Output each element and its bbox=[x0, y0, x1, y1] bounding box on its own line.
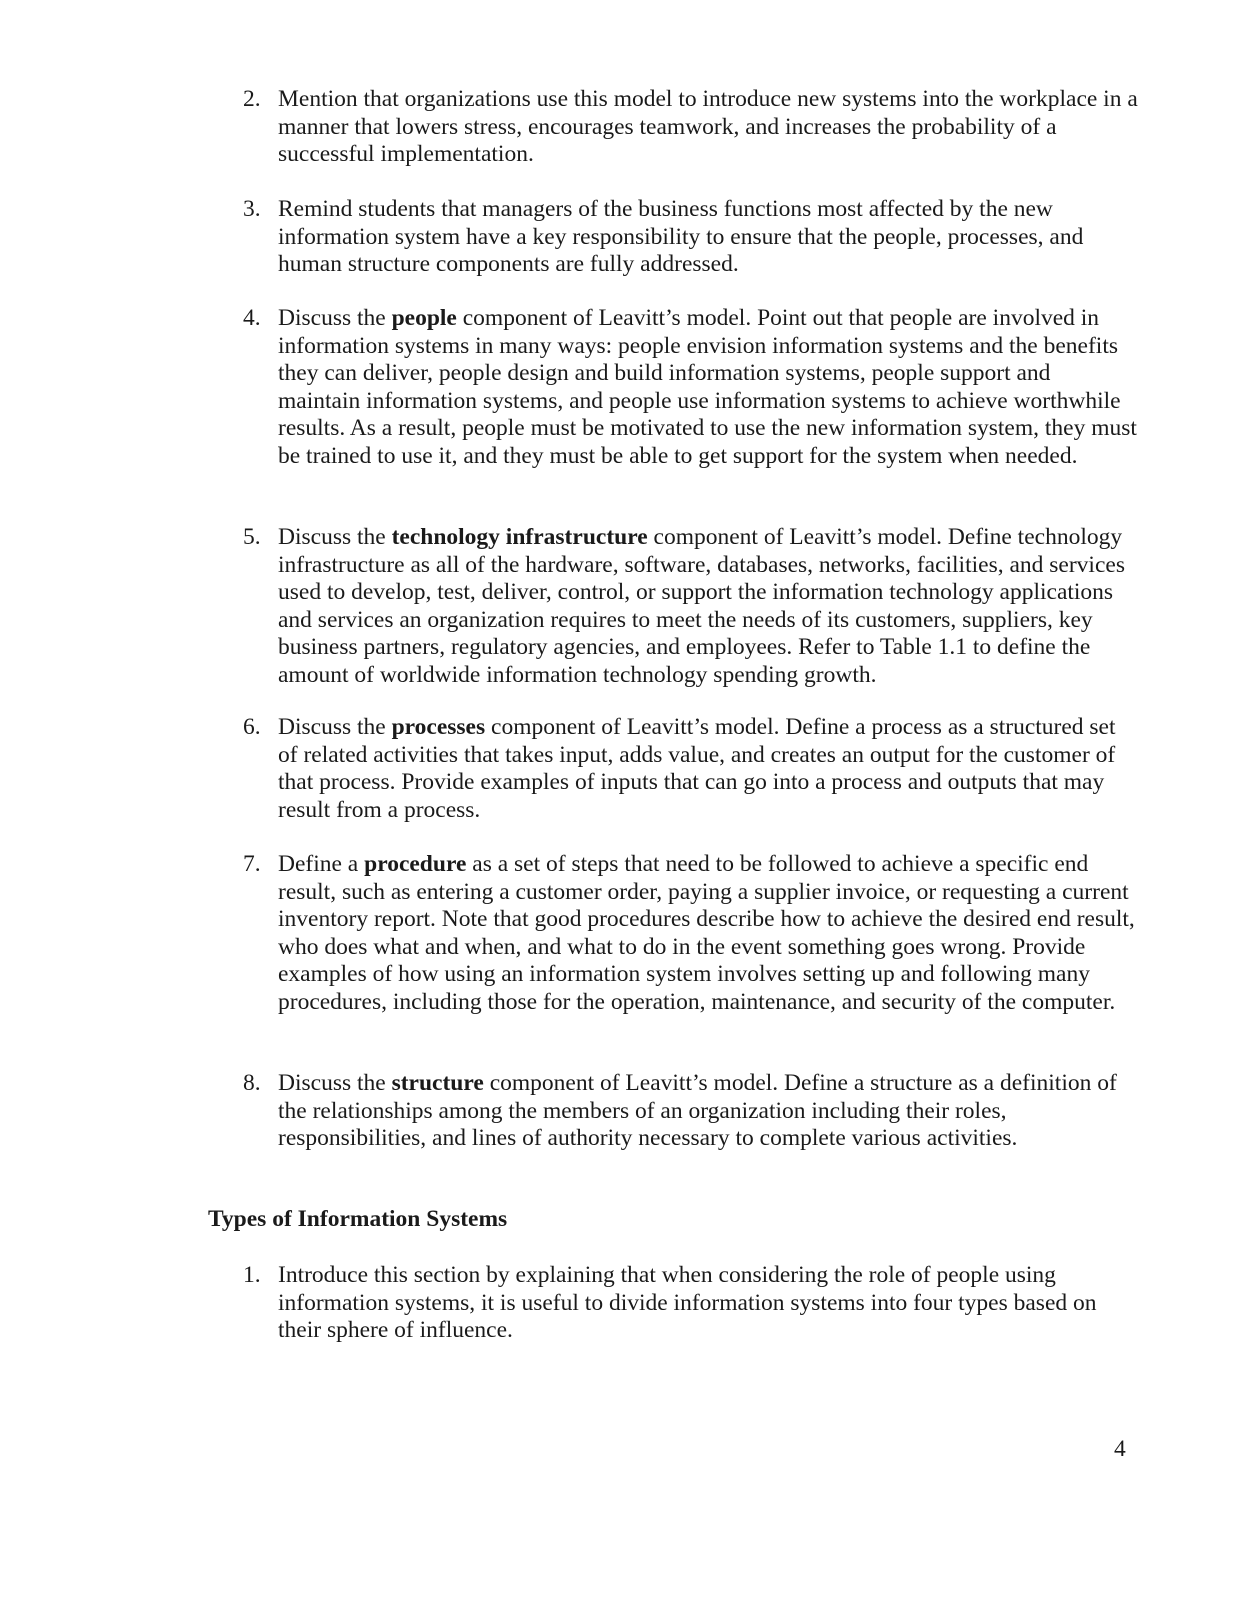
section-heading: Types of Information Systems bbox=[208, 1206, 508, 1232]
list-item-number: 7. bbox=[243, 851, 261, 877]
list-item-text bbox=[278, 1262, 1138, 1345]
list-item-text bbox=[278, 305, 1138, 470]
list-item-text-before: Discuss the bbox=[278, 1070, 392, 1096]
list-item-number: 4. bbox=[243, 305, 261, 331]
list-item-text-before: Discuss the bbox=[278, 524, 392, 550]
list-item-number: 8. bbox=[243, 1070, 261, 1096]
list-item-text-after: component of Leavitt’s model. Define technology infrastructure as all of the hardware, software, databases, networks, facilities, and services used to develop, test, deliver, control, or support the information technology applications and services an organization requires to meet the needs of its customers, suppliers, key business partners, regulatory agencies, and employees. Refer to Table 1.1 to define the amount of worldwide information technology spending growth. bbox=[278, 524, 1125, 688]
list-item-bold-term: processes bbox=[391, 714, 486, 740]
list-item-number: 1. bbox=[243, 1262, 261, 1288]
list-item-text-before: Define a bbox=[278, 851, 365, 877]
list-item-text bbox=[278, 196, 1138, 279]
list-item-text-before: Mention that organizations use this model to introduce new systems into the workplace in a manner that lowers stress, encourages teamwork, and increases the probability of a successful implementation. bbox=[278, 86, 1138, 167]
list-item-bold-term: structure bbox=[391, 1070, 484, 1096]
list-item-text-after: component of Leavitt’s model. Define a structure as a definition of the relationships among the members of an organization including their roles, responsibilities, and lines of authority necessary to complete various activities. bbox=[278, 1070, 1117, 1151]
list-item-text-before: Discuss the bbox=[278, 714, 392, 740]
list-item-text-before: Introduce this section by explaining that when considering the role of people using information systems, it is useful to divide information systems into four types based on their sphere of influence. bbox=[278, 1262, 1097, 1343]
list-item-number: 5. bbox=[243, 524, 261, 550]
list-item-number: 3. bbox=[243, 196, 261, 222]
list-item-text bbox=[278, 1070, 1138, 1153]
list-item-text bbox=[278, 851, 1138, 1016]
list-item-text-before: Remind students that managers of the business functions most affected by the new information system have a key responsibility to ensure that the people, processes, and human structure components are fully addressed. bbox=[278, 196, 1084, 277]
list-item-text bbox=[278, 714, 1138, 824]
list-item-text-after: component of Leavitt’s model. Point out that people are involved in information systems in many ways: people envision information systems and the benefits they can deliver, people design and build information systems, people support and maintain information systems, and people use information systems to achieve worthwhile results. As a result, people must be motivated to use the new information system, they must be trained to use it, and they must be able to get support for the system when needed. bbox=[278, 305, 1137, 469]
list-item-number: 2. bbox=[243, 86, 261, 112]
list-item-text bbox=[278, 86, 1138, 169]
list-item-number: 6. bbox=[243, 714, 261, 740]
list-item-text-after: component of Leavitt’s model. Define a process as a structured set of related activities that takes input, adds value, and creates an output for the customer of that process. Provide examples of inputs that can go into a process and outputs that may result from a process. bbox=[278, 714, 1116, 823]
list-item-text-after: as a set of steps that need to be followed to achieve a specific end result, such as entering a customer order, paying a supplier invoice, or requesting a current inventory report. Note that good procedures describe how to achieve the desired end result, who does what and when, and what to do in the event something goes wrong. Provide examples of how using an information system involves setting up and following many procedures, including those for the operation, maintenance, and security of the computer. bbox=[278, 851, 1135, 1015]
list-item-bold-term: people bbox=[391, 305, 457, 331]
list-item-bold-term: technology infrastructure bbox=[391, 524, 648, 550]
page-number: 4 bbox=[1114, 1436, 1126, 1462]
list-item-text bbox=[278, 524, 1138, 689]
list-item-bold-term: procedure bbox=[364, 851, 467, 877]
list-item-text-before: Discuss the bbox=[278, 305, 392, 331]
